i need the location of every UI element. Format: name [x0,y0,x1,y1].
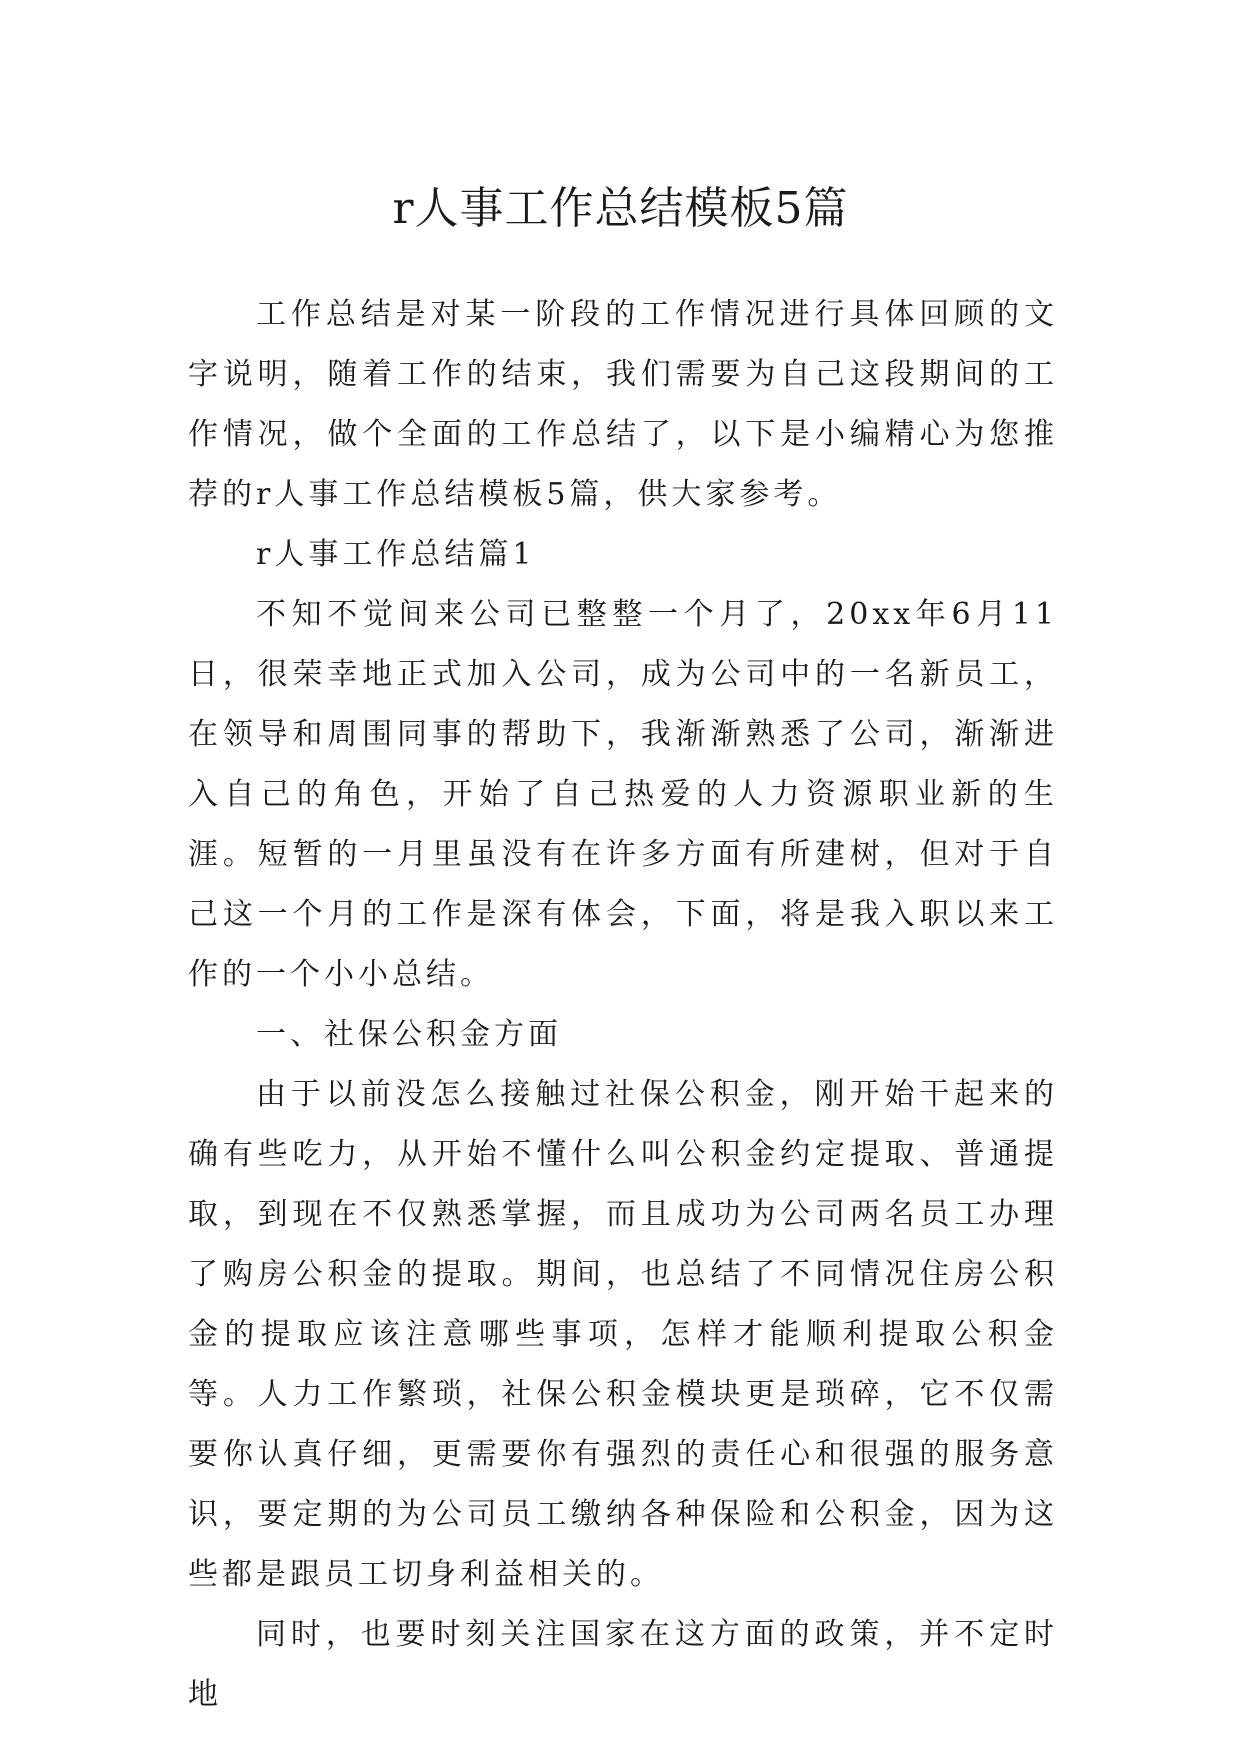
body-paragraph: 由于以前没怎么接触过社保公积金，刚开始干起来的确有些吃力，从开始不懂什么叫公积金约定提取、普通提取，到现在不仅熟悉掌握，而且成功为公司两名员工办理了购房公积金的提取。期间，也总结了不同情况住房公积金的提取应该注意哪些事项，怎样才能顺利提取公积金等。人力工作繁琐，社保公积金模块更是琐碎，它不仅需要你认真仔细，更需要你有强烈的责任心和很强的服务意识，要定期的为公司员工缴纳各种保险和公积金，因为这些都是跟员工切身利益相关的。 [188,1077,1058,1592]
body-paragraph: 不知不觉间来公司已整整一个月了，20xx年6月11日，很荣幸地正式加入公司，成为公司中的一名新员工，在领导和周围同事的帮助下，我渐渐熟悉了公司，渐渐进入自己的角色，开始了自己热爱的人力资源职业新的生涯。短暂的一月里虽没有在许多方面有所建树，但对于自己这一个月的工作是深有体会，下面，将是我入职以来工作的一个小小总结。 [188,597,1058,992]
document-title: r人事工作总结模板5篇 [392,183,849,235]
document-body [188,285,1058,1725]
section-heading-social-insurance: 一、社保公积金方面 [256,1017,562,1052]
body-paragraph: 同时，也要时刻关注国家在这方面的政策，并不定时地 [188,1617,1058,1712]
section-heading-part-1: r人事工作总结篇1 [256,537,536,572]
intro-paragraph: 工作总结是对某一阶段的工作情况进行具体回顾的文字说明，随着工作的结束，我们需要为自己这段期间的工作情况，做个全面的工作总结了，以下是小编精心为您推荐的r人事工作总结模板5篇，供大家参考。 [188,297,1058,512]
